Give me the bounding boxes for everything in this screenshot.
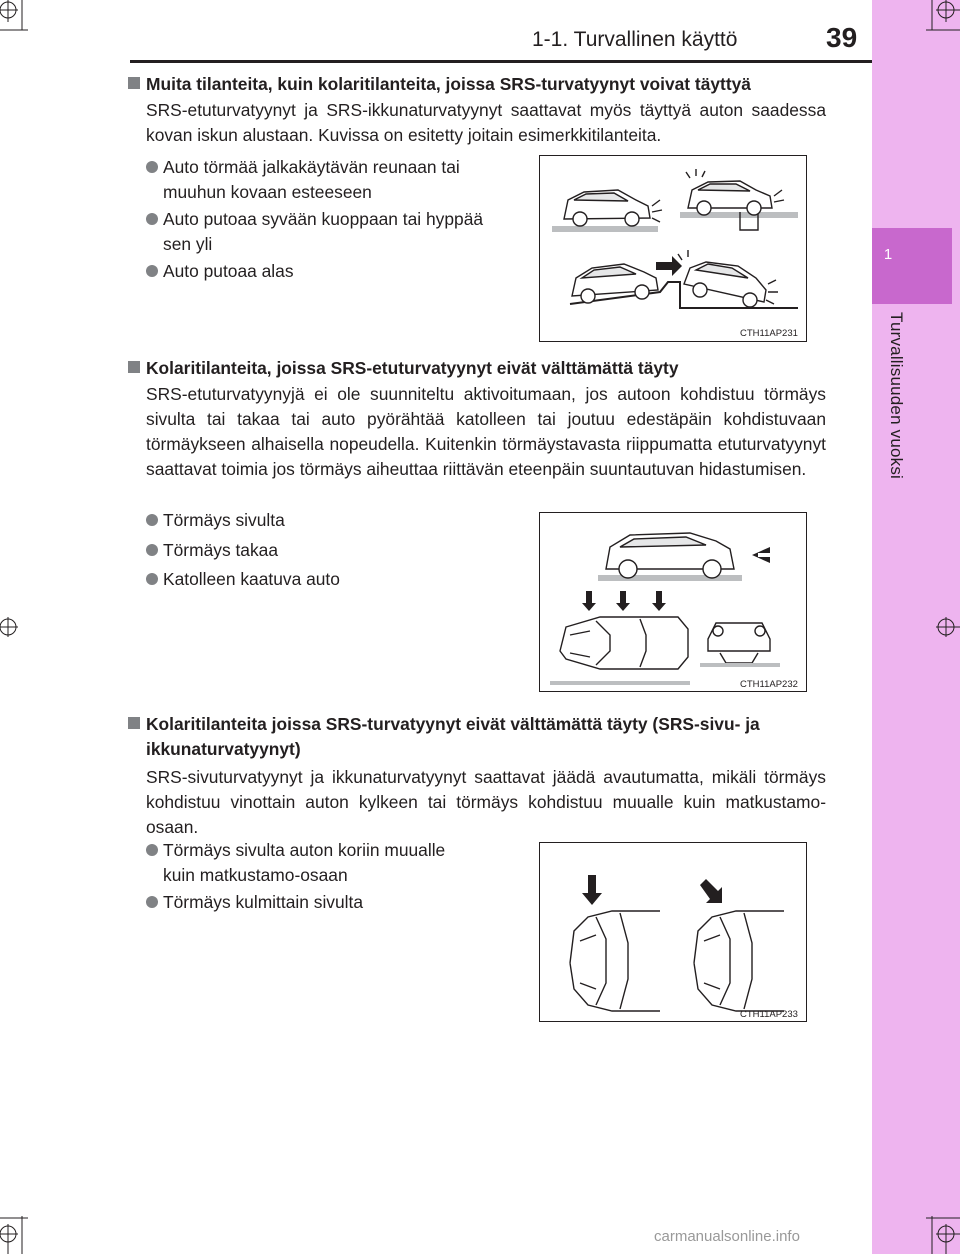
list-item-text: Auto törmää jalkakäytävän reunaan tai: [163, 157, 460, 177]
section-heading-text: Kolaritilanteita, joissa SRS-etuturvatyynyt eivät välttämättä täyty: [146, 358, 679, 378]
list-item-text: Auto putoaa alas: [163, 261, 294, 281]
list-item-text: Katolleen kaatuva auto: [163, 569, 340, 589]
section-heading-continued: ikkunaturvatyynyt): [146, 739, 301, 759]
section-paragraph: SRS-sivuturvatyynyt ja ikkunaturvatyynyt saattavat jäädä avautumatta, mikäli törmäys kohdistuu vinottain auton kylkeen tai törmäys kohdistuu muualle kuin matkustamo-osaan.: [146, 767, 826, 837]
figure-code: CTH11AP231: [740, 328, 798, 339]
page-number: 39: [826, 22, 858, 53]
chapter-number: 1: [883, 246, 893, 263]
list-item-text: sen yli: [163, 234, 213, 254]
list-item-text: kuin matkustamo-osaan: [163, 865, 348, 885]
section-paragraph: SRS-etuturvatyynyjä ei ole suunniteltu aktivoitumaan, jos autoon kohdistuu törmäys sivulta tai takaa tai auto pyörähtää katolleen tai joutuu edestäpäin kohdistuvaan törmäykseen alhaisella nopeudella. Kuitenkin törmäystavasta riippumatta etuturvatyynyt saattavat toimia jos törmäys aiheuttaa riittävän eteenpäin suuntautuvan hidastumisen.: [146, 384, 826, 479]
watermark: carmanualsonline.info: [654, 1228, 800, 1245]
chapter-title: Turvallisuuden vuoksi: [887, 312, 906, 480]
list-item-text: Törmäys kulmittain sivulta: [163, 892, 364, 912]
list-item-text: muuhun kovaan esteeseen: [163, 182, 372, 202]
list-item-text: Törmäys takaa: [163, 540, 279, 560]
section-heading-text: Kolaritilanteita joissa SRS-turvatyynyt eivät välttämättä täyty (SRS-sivu- ja: [146, 714, 760, 734]
list-item-text: Törmäys sivulta auton koriin muualle: [163, 840, 446, 860]
figure-code: CTH11AP232: [740, 679, 798, 690]
section-title: 1-1. Turvallinen käyttö: [532, 28, 738, 51]
section-heading-text: Muita tilanteita, kuin kolaritilanteita, joissa SRS-turvatyynyt voivat täyttyä: [146, 74, 751, 94]
figure-code: CTH11AP233: [740, 1009, 798, 1020]
list-item-text: Törmäys sivulta: [163, 510, 285, 530]
section-paragraph: SRS-etuturvatyynyt ja SRS-ikkunaturvatyynyt saattavat myös täyttyä auton saadessa kovan iskun alustaan. Kuvissa on esitetty joitain esimerkkitilanteita.: [146, 100, 826, 145]
list-item-text: Auto putoaa syvään kuoppaan tai hyppää: [163, 209, 484, 229]
